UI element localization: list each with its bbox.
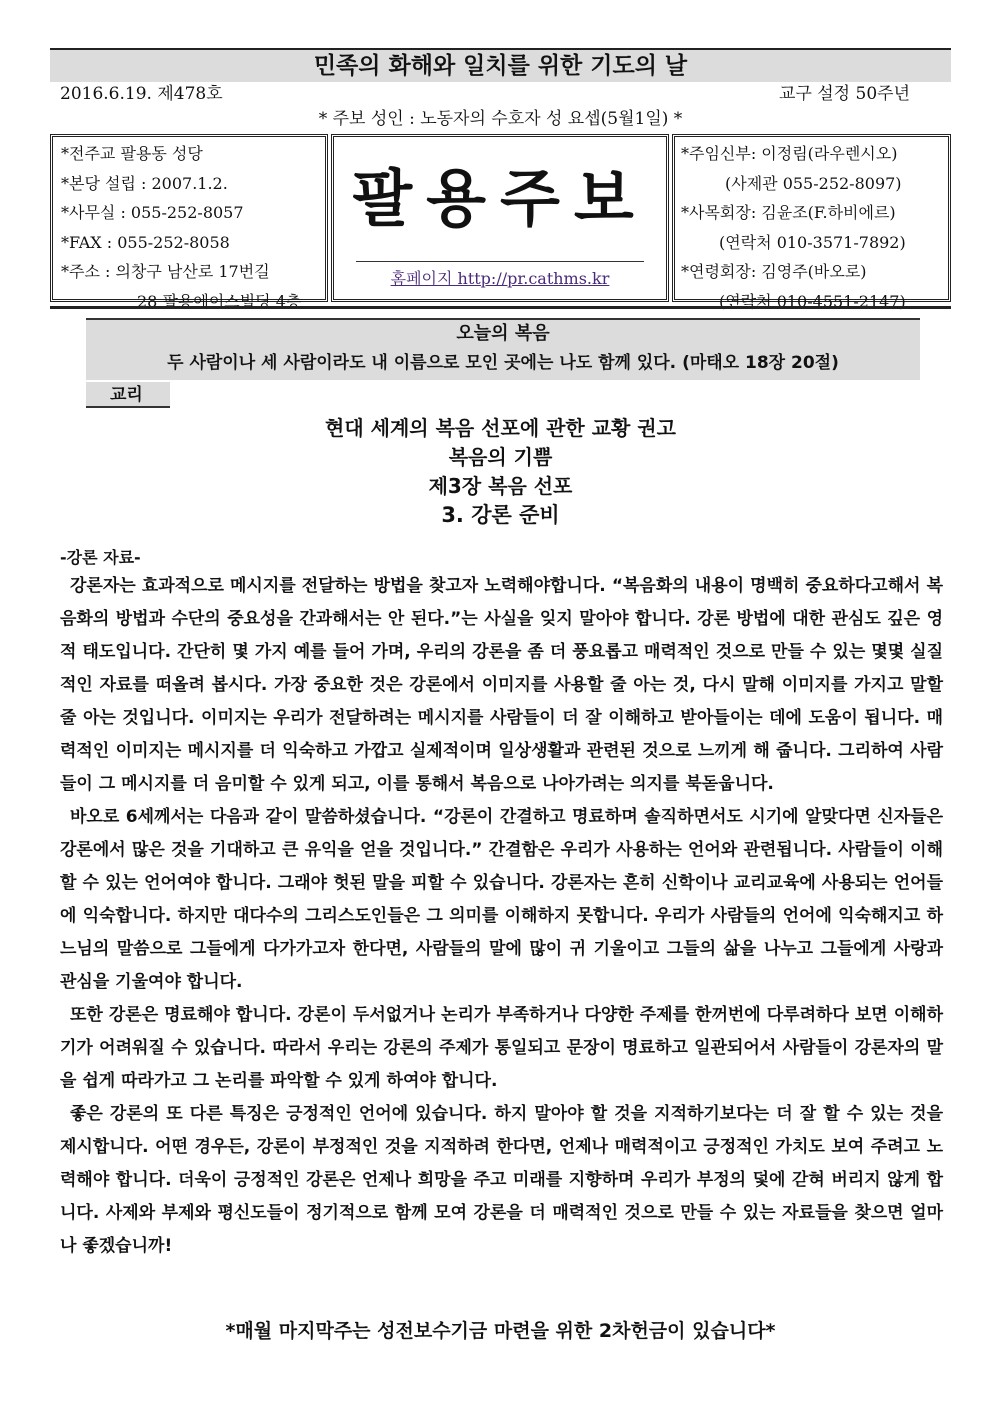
pastor-name: *주임신부: 이정림(라우렌시오)	[681, 144, 898, 163]
article-headings	[50, 414, 951, 530]
homepage-link[interactable]	[356, 261, 644, 296]
masthead-box	[331, 134, 669, 302]
issue-line	[60, 82, 910, 106]
gospel-title: 오늘의 복음	[456, 323, 550, 344]
heading-chapter: 제3장 복음 선포	[428, 474, 573, 498]
doctrine-label: 교리	[86, 382, 170, 408]
contacts-box	[672, 134, 951, 311]
office-phone: *사무실 : 055-252-8057	[61, 203, 244, 222]
address-line-2: 28 팔용에이스빌딩 4층	[137, 291, 302, 311]
diocese-anniversary: 교구 설정 50주년	[779, 84, 910, 104]
council-president: *사목회장: 김윤조(F.하비에르)	[681, 203, 896, 222]
gospel-verse: 두 사람이나 세 사람이라도 내 이름으로 모인 곳에는 나도 함께 있다. (마태오 18장 20절)	[167, 353, 839, 373]
section-label: -강론 자료-	[60, 548, 141, 567]
parish-name: *전주교 팔용동 성당	[61, 144, 203, 163]
homepage-link-text[interactable]: 홈페이지 http://pr.cathms.kr	[390, 269, 610, 288]
heading-document: 현대 세계의 복음 선포에 관한 교황 권고	[325, 416, 676, 440]
rectory-phone: (사제관 055-252-8097)	[725, 173, 902, 193]
parish-founded: *본당 설립 : 2007.1.2.	[61, 173, 228, 193]
heading-title: 복음의 기쁨	[448, 445, 553, 469]
fax-number: *FAX : 055-252-8058	[61, 232, 230, 252]
issue-number: 2016.6.19. 제478호	[60, 84, 223, 104]
council-phone: (연락처 010-3571-7892)	[719, 232, 906, 252]
paragraph: 또한 강론은 명료해야 합니다. 강론이 두서없거나 논리가 부족하거나 다양한 주제를 한꺼번에 다루려하다 보면 이해하기가 어려워질 수 있습니다. 따라서 우리는 강론의 주제가 통일되고 문장이 명료하고 일관되어서 사람들이 강론자의 말을 쉽게 따라가고 그 논리를 파악할 수 있게 하여야 합니다.	[60, 1005, 943, 1091]
heading-section: 3. 강론 준비	[441, 503, 560, 527]
funeral-phone: (연락처 010-4551-2147)	[719, 291, 906, 311]
funeral-president: *연령회장: 김영주(바오로)	[681, 262, 867, 281]
paragraph: 좋은 강론의 또 다른 특징은 긍정적인 언어에 있습니다. 하지 말아야 할 것을 지적하기보다는 더 잘 할 수 있는 것을 제시합니다. 어떤 경우든, 강론이 부정적인 것을 지적하려 한다면, 언제나 매력적이고 긍정적인 가치도 보여 주려고 노력해야 합니다. 더욱이 긍정적인 강론은 언제나 희망을 주고 미래를 지향하며 우리가 부정의 덫에 갇혀 버리지 않게 합니다. 사제와 부제와 평신도들이 정기적으로 함께 모여 강론을 더 매력적인 것으로 만들 수 있는 자료들을 찾으면 얼마나 좋겠습니까!	[60, 1104, 943, 1256]
paragraph: 강론자는 효과적으로 메시지를 전달하는 방법을 찾고자 노력해야합니다. “복음화의 내용이 명백히 중요하다고해서 복음화의 방법과 수단의 중요성을 간과해서는 안 된다.”는 사실을 잊지 말아야 합니다. 강론 방법에 대한 관심도 깊은 영적 태도입니다. 간단히 몇 가지 예를 들어 가며, 우리의 강론을 좀 더 풍요롭고 매력적인 것으로 만들 수 있는 몇몇 실질적인 자료를 떠올려 봅시다. 가장 중요한 것은 강론에서 이미지를 사용할 줄 아는 것, 다시 말해 이미지를 가지고 말할 줄 아는 것입니다. 이미지는 우리가 전달하려는 메시지를 사람들이 더 잘 이해하고 받아들이는 데에 도움이 됩니다. 매력적인 이미지는 메시지를 더 익숙하고 가깝고 실제적이며 일상생활과 관련된 것으로 느끼게 해 줍니다. 그리하여 사람들이 그 메시지를 더 음미할 수 있게 되고, 이를 통해서 복음으로 나아가려는 의지를 북돋웁니다.	[60, 576, 943, 794]
banner-title: 민족의 화해와 일치를 위한 기도의 날	[50, 48, 951, 82]
masthead-title: 팔용주보	[352, 162, 648, 235]
parish-info-box	[50, 134, 328, 311]
patron-saint-line: * 주보 성인 : 노동자의 수호자 성 요셉(5월1일) *	[318, 109, 683, 129]
collection-notice: *매월 마지막주는 성전보수기금 마련을 위한 2차헌금이 있습니다*	[225, 1320, 776, 1342]
header-divider	[50, 306, 951, 309]
article-body	[60, 570, 943, 1263]
gospel-box	[86, 318, 920, 380]
paragraph: 바오로 6세께서는 다음과 같이 말씀하셨습니다. “강론이 간결하고 명료하며 솔직하면서도 시기에 알맞다면 신자들은 강론에서 많은 것을 기대하고 큰 유익을 얻을 것입니다.” 간결함은 우리가 사용하는 언어와 관련됩니다. 사람들이 이해할 수 있는 언어여야 합니다. 그래야 헛된 말을 피할 수 있습니다. 강론자는 흔히 신학이나 교리교육에 사용되는 언어들에 익숙합니다. 하지만 대다수의 그리스도인들은 그 의미를 이해하지 못합니다. 우리가 사람들의 언어에 익숙해지고 하느님의 말씀으로 그들에게 다가가고자 한다면, 사람들의 말에 많이 귀 기울이고 그들의 삶을 나누고 그들에게 사랑과 관심을 기울여야 합니다.	[60, 807, 943, 992]
address-line-1: *주소 : 의창구 남산로 17번길	[61, 262, 270, 281]
